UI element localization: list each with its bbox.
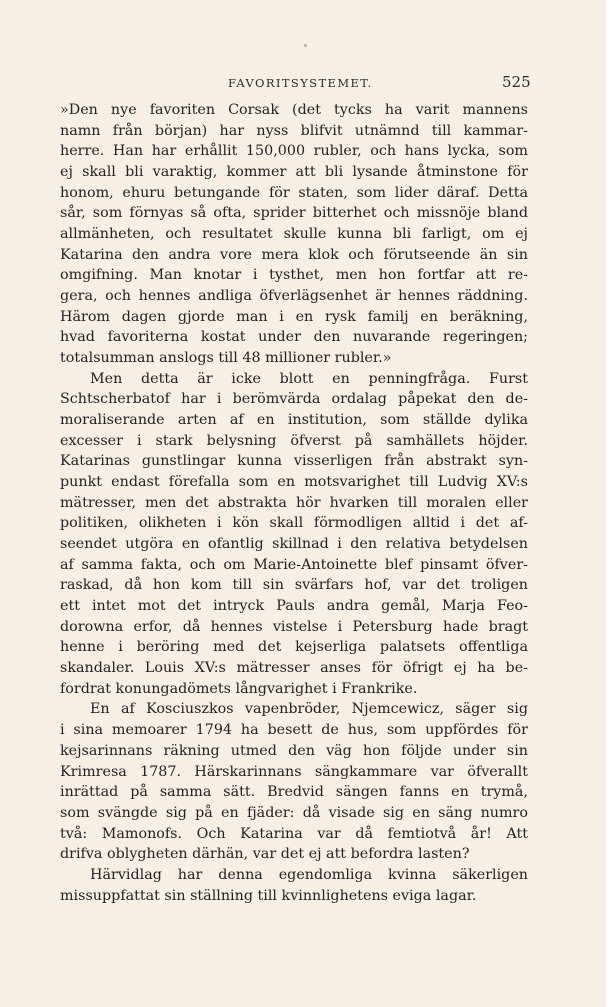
text-line: kejsarinnans räkning utmed den väg hon följde under sin: [60, 742, 528, 759]
text-line: Schtscherbatof har i berömvärda ordalag påpekat den de-: [60, 391, 528, 408]
text-line: två: Mamonofs. Och Katarina var då femtiotvå år! Att: [60, 825, 528, 842]
text-line: sår, som förnyas så ofta, sprider bitterhet och missnöje bland: [60, 205, 528, 222]
text-line: fordrat konungadömets långvarighet i Frankrike.: [60, 680, 418, 697]
running-head: FAVORITSYSTEMET.: [228, 76, 373, 90]
text-line: Härvidlag har denna egendomliga kvinna säkerligen: [90, 866, 528, 883]
text-line: seendet utgöra en ofantlig skillnad i den relativa betydelsen: [60, 536, 528, 553]
text-line: missuppfattat sin ställning till kvinnlighetens eviga lagar.: [60, 887, 477, 904]
text-line: inrättad på samma sätt. Bredvid sängen fanns en trymå,: [60, 784, 528, 801]
text-line: af samma fakta, och om Marie-Antoinette blef pinsamt öfver-: [60, 556, 528, 573]
text-line: ej skall bli varaktig, kommer att bli lysande åtminstone för: [60, 164, 528, 181]
text-line: Härom dagen gjorde man i en rysk familj en beräkning,: [60, 308, 528, 325]
text-line: som svängde sig på en fjäder: då visade sig en säng numro: [60, 804, 528, 821]
text-line: namn från början) har nyss blifvit utnämnd till kammar-: [60, 122, 528, 139]
text-line: skandaler. Louis XV:s mätresser anses för öfrigt ej ha be-: [60, 660, 528, 677]
text-line: Men detta är icke blott en penningfråga. Furst: [90, 370, 528, 387]
text-line: omgifning. Man knotar i tysthet, men hon fortfar att re-: [60, 267, 528, 284]
text-line: »Den nye favoriten Corsak (det tycks ha varit mannens: [60, 102, 528, 118]
text-line: raskad, då hon kom till sin svärfars hof, var det troligen: [60, 577, 528, 594]
text-line: i sina memoarer 1794 ha besett de hus, som uppfördes för: [60, 722, 528, 739]
page-number: 525: [502, 73, 531, 91]
text-line: gera, och hennes andliga öfverlägsenhet är hennes räddning.: [60, 288, 528, 305]
page-edge: [606, 0, 613, 1007]
text-line: drifva oblygheten därhän, var det ej att befordra lasten?: [60, 846, 470, 863]
text-line: honom, ehuru betungande för staten, som lider däraf. Detta: [60, 184, 528, 201]
text-line: Katarinas gunstlingar kunna visserligen från abstrakt syn-: [60, 453, 528, 470]
text-line: moraliserande arten af en institution, som ställde dylika: [60, 412, 528, 429]
text-line: politiken, olikheten i kön skall förmodligen alltid i det af-: [60, 515, 528, 532]
text-line: mätresser, men det abstrakta hör hvarken till moralen eller: [60, 494, 528, 511]
text-line: henne i beröring med det kejserliga palatsets offentliga: [60, 639, 528, 656]
text-line: excesser i stark belysning öfverst på samhällets höjder.: [60, 432, 528, 449]
text-line: En af Kosciuszkos vapenbröder, Njemcewicz, säger sig: [90, 701, 528, 718]
text-line: Katarina den andra vore mera klok och förutseende än sin: [60, 246, 528, 263]
text-line: totalsumman anslogs till 48 millioner rubler.»: [60, 350, 392, 367]
text-line: Krimresa 1787. Härskarinnans sängkammare var öfverallt: [60, 763, 528, 780]
text-line: allmänheten, och resultatet skulle kunna bli farligt, om ej: [60, 226, 528, 243]
text-line: herre. Han har erhållit 150,000 rubler, och hans lycka, som: [60, 143, 528, 160]
body-text: [60, 100, 528, 906]
text-line: punkt endast förefalla som en motsvarighet till Ludvig XV:s: [60, 474, 528, 491]
text-line: dorowna erfor, då hennes vistelse i Petersburg hade bragt: [60, 618, 528, 635]
text-line: hvad favoriterna kostat under den nuvarande regeringen;: [60, 329, 528, 346]
text-line: ett intet mot det intryck Pauls andra gemål, Marja Feo-: [60, 598, 528, 615]
ink-speck: [304, 44, 307, 47]
